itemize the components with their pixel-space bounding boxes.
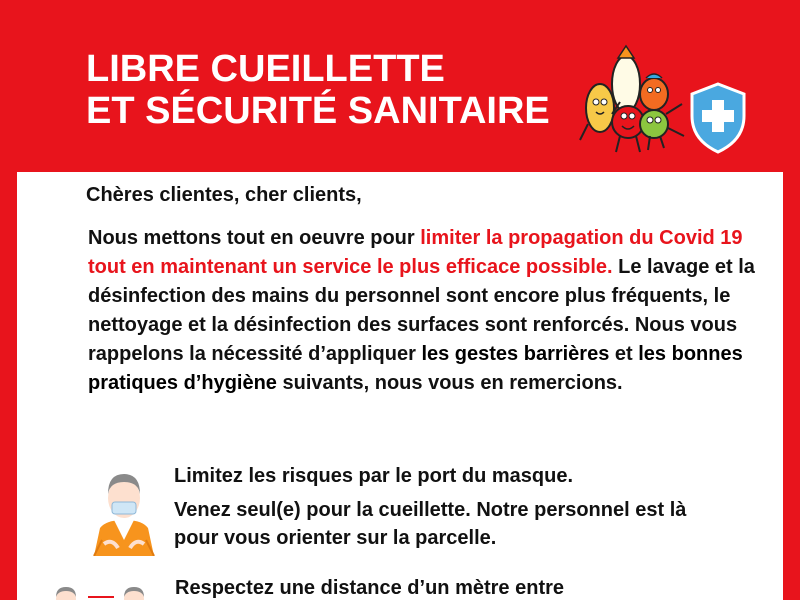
intro-text-2: Le lavage et la désinfection des mains du personnel sont encore plus fréquents, le nettoyage et la désinfection des surfaces sont renforcés. Nous vous rappelons la nécessité d’appliquer: [88, 256, 755, 365]
title-line-2: ET SÉCURITÉ SANITAIRE: [86, 90, 550, 132]
intro-highlight: limiter la propagation du Covid 19 tout en maintenant un service le plus efficace possible.: [88, 227, 743, 278]
fruit-vegetable-mascots-icon: [574, 44, 694, 156]
intro-paragraph: [88, 224, 756, 398]
intro-text-4: suivants, nous vous en remercions.: [276, 372, 623, 394]
person-with-mask-icon: [92, 466, 156, 556]
tip-mask: Limitez les risques par le port du masque.: [174, 465, 573, 487]
page-title: [86, 48, 550, 132]
intro-bold-1: les gestes barrières: [421, 343, 610, 365]
people-distance-icon: [52, 585, 152, 600]
intro-bold-2: les bonnes pratiques d’hygiène: [88, 343, 743, 394]
tip-come-alone: Venez seul(e) pour la cueillette. Notre personnel est là pour vous orienter sur la parcelle.: [174, 499, 687, 549]
tip-distance: Respectez une distance d’un mètre entre: [175, 577, 565, 599]
medical-cross-shield-icon: [690, 82, 746, 154]
intro-text-1: Nous mettons tout en oeuvre pour: [88, 227, 421, 249]
greeting: Chères clientes, cher clients,: [86, 184, 362, 206]
intro-text-3: et: [609, 343, 639, 365]
title-line-1: LIBRE CUEILLETTE: [86, 48, 445, 90]
